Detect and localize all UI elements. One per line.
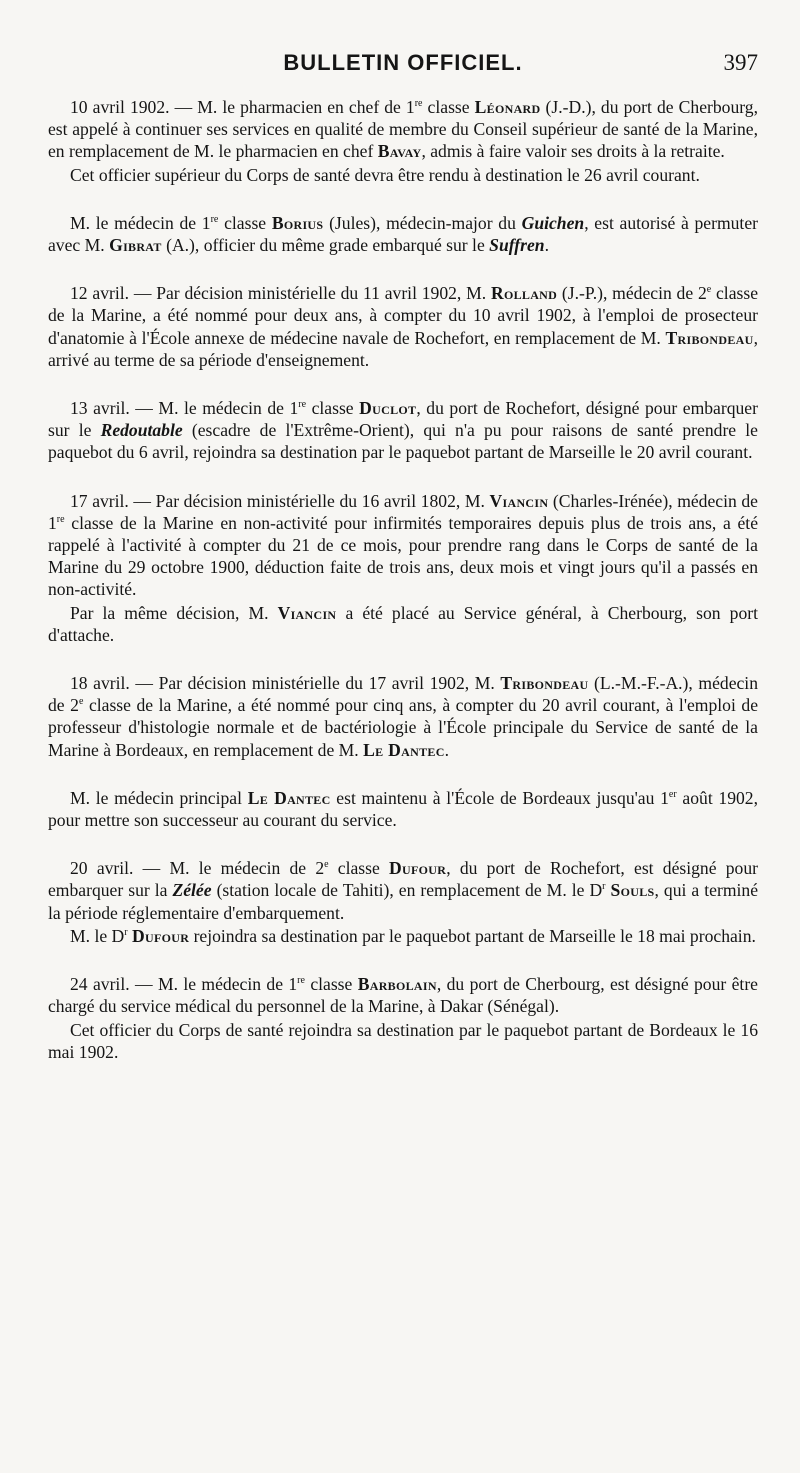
person-name: Rolland (490, 283, 558, 304)
notice-paragraph (48, 96, 758, 163)
text-run: (Jules), médecin-major du (323, 212, 522, 233)
page-header (48, 46, 758, 82)
person-name: Dufour (132, 925, 190, 946)
text-run: a été placé au Service général, à Cherbourg, son port d'attache. (48, 602, 758, 645)
text-run: , arrivé au terme de sa période d'enseignement. (48, 327, 758, 370)
text-run: . (444, 739, 450, 760)
ordinal-suffix: e (324, 859, 329, 871)
ship-name: Guichen (521, 212, 585, 233)
text-run: , du port de Rochefort, désigné pour embarquer sur le (48, 398, 758, 441)
text-run: classe (422, 97, 475, 117)
notice-entry (48, 397, 758, 464)
ordinal-suffix: e (706, 284, 712, 296)
text-run: classe (328, 858, 390, 879)
notice-paragraph (48, 212, 758, 256)
text-run: classe de la Marine, a été nommé pour deux ans, à compter du 10 avril 1902, à l'emploi de prosecteur d'anatomie à l'École annexe de médecine navale de Rochefort, en remplacement de M. (48, 283, 759, 348)
text-run: (L.-M.-F.-A.), médecin de 2 (48, 673, 758, 716)
notice-paragraph (48, 602, 758, 646)
text-run: . (544, 235, 549, 256)
notice-entry (48, 490, 758, 646)
notice-paragraph (48, 282, 758, 371)
notice-paragraph (48, 857, 758, 924)
person-name: Souls (610, 880, 655, 901)
text-run: classe (304, 974, 358, 995)
person-name: Bavay (377, 141, 422, 162)
ordinal-suffix: re (56, 513, 65, 525)
text-run: 18 avril. — Par décision ministérielle du 17 avril 1902, M. (70, 673, 501, 694)
person-name: Borius (271, 212, 324, 233)
notice-paragraph (48, 397, 758, 464)
text-run: , qui a terminé la période réglementaire d'embarquement. (48, 880, 759, 923)
person-name: Le Dantec (247, 787, 331, 808)
notice-paragraph (48, 787, 758, 831)
ordinal-suffix: re (298, 399, 307, 411)
notice-paragraph (48, 490, 758, 601)
text-run: M. le médecin principal (70, 787, 248, 808)
text-run: Par la même décision, M. (70, 602, 278, 623)
text-run: , admis à faire valoir ses droits à la retraite. (421, 141, 725, 162)
ship-name: Zélée (172, 880, 212, 901)
text-run: 17 avril. — Par décision ministérielle du 16 avril 1802, M. (70, 490, 490, 511)
notice-entry (48, 672, 758, 761)
text-run: 24 avril. — M. le médecin de 1 (70, 974, 298, 995)
ordinal-suffix: re (414, 98, 423, 110)
text-run: M. le médecin de 1 (70, 212, 211, 233)
text-run: , du port de Rochefort, est désigné pour embarquer sur la (48, 858, 759, 901)
ordinal-suffix: re (297, 975, 305, 987)
ordinal-suffix: r (124, 927, 128, 939)
text-run: rejoindra sa destination par le paquebot partant de Marseille le 18 mai prochain. (189, 925, 756, 946)
person-name: Dufour (389, 858, 447, 879)
page-number: 397 (723, 50, 758, 75)
ship-name: Redoutable (100, 420, 183, 441)
text-run: est maintenu à l'École de Bordeaux jusqu'au 1 (330, 787, 669, 808)
ship-name: Suffren (489, 235, 545, 256)
person-name: Barbolain (357, 974, 437, 995)
notice-entry (48, 787, 758, 831)
notice-paragraph (48, 1019, 758, 1063)
text-run: , est autorisé à permuter avec M. (48, 212, 758, 256)
text-run: (escadre de l'Extrême-Orient), qui n'a pu pour raisons de santé prendre le paquebot du 6 avril, rejoindra sa destination par le paquebot partant de Marseille le 20 avril courant. (48, 420, 758, 463)
text-run: , du port de Cherbourg, est désigné pour être chargé du service médical du personnel de la Marine, à Dakar (Sénégal). (48, 974, 758, 1017)
ordinal-suffix: e (78, 696, 84, 708)
person-name: Duclot (359, 398, 417, 419)
ordinal-suffix: re (210, 213, 219, 225)
notice-entry (48, 857, 758, 947)
text-run: 13 avril. — M. le médecin de 1 (70, 398, 299, 419)
text-run: classe de la Marine, a été nommé pour cinq ans, à compter du 20 avril courant, à l'emploi de professeur d'histologie normale et de bactériologie à l'École principale du Service de santé de la Marine à Bordeaux, en remplacement de M. (48, 695, 758, 760)
person-name: Gibrat (109, 235, 162, 256)
text-run: classe (306, 398, 360, 419)
running-title: BULLETIN OFFICIEL. (283, 50, 523, 75)
text-run: 12 avril. — Par décision ministérielle du 11 avril 1902, M. (70, 283, 491, 304)
text-run: (Charles-Irénée), médecin de 1 (48, 490, 758, 533)
person-name: Tribondeau (500, 673, 589, 694)
text-run: (J.-D.), du port de Cherbourg, est appelé à continuer ses services en qualité de membre du Conseil supérieur de santé de la Marine, en remplacement de M. le pharmacien en chef (48, 97, 758, 162)
text-run: 10 avril 1902. — M. le pharmacien en chef de 1 (70, 97, 415, 117)
notice-entry (48, 282, 758, 371)
notice-paragraph (48, 973, 758, 1017)
text-run: Cet officier du Corps de santé rejoindra sa destination par le paquebot partant de Bordeaux le 16 mai 1902. (48, 1019, 758, 1062)
person-name: Le Dantec (363, 739, 445, 760)
ordinal-suffix: r (602, 881, 606, 893)
notice-paragraph (48, 672, 758, 761)
notice-paragraph (48, 925, 758, 947)
article-body (48, 96, 758, 1063)
text-run: août 1902, pour mettre son successeur au courant du service. (48, 787, 758, 831)
text-run: classe de la Marine en non-activité pour infirmités temporaires depuis plus de trois ans, a été rappelé à l'activité à compter du 21 de ce mois, pour prendre rang dans le Corps de santé de la Marine du 29 octobre 1900, déduction faite de trois ans, deux mois et vingt jours qu'il a passés en non-activité. (48, 512, 758, 600)
text-run: (station locale de Tahiti), en remplacement de M. le D (211, 880, 603, 901)
notice-entry (48, 96, 758, 186)
text-run: (J.-P.), médecin de 2 (557, 283, 707, 304)
text-run: Cet officier supérieur du Corps de santé devra être rendu à destination le 26 avril courant. (70, 164, 700, 185)
ordinal-suffix: er (668, 789, 677, 801)
notice-entry (48, 212, 758, 256)
person-name: Tribondeau (665, 327, 754, 348)
text-run: M. le D (70, 925, 125, 946)
notice-entry (48, 973, 758, 1063)
text-run: (A.), officier du même grade embarqué sur le (161, 235, 490, 256)
text-run: 20 avril. — M. le médecin de 2 (70, 858, 325, 879)
notice-paragraph (48, 164, 758, 186)
person-name: Viancin (277, 602, 337, 623)
text-run: classe (218, 212, 272, 233)
person-name: Léonard (474, 97, 541, 117)
person-name: Viancin (489, 490, 549, 511)
